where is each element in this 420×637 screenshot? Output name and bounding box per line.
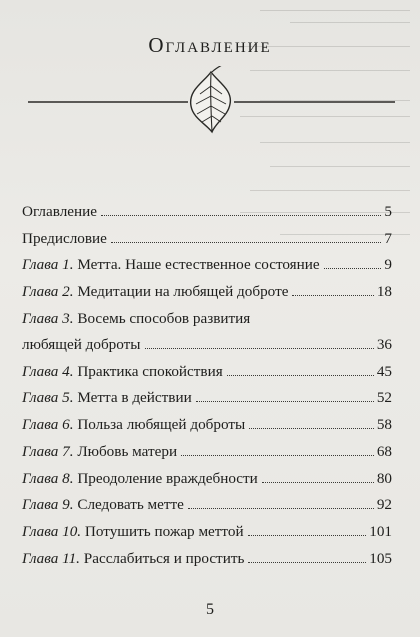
toc-entry-title: Восемь способов развития — [77, 309, 251, 327]
dot-leader — [227, 375, 374, 376]
dot-leader — [145, 348, 374, 349]
toc-entry-page: 18 — [376, 283, 392, 301]
toc-entry-chapter: Глава 3. — [22, 309, 74, 327]
dot-leader — [249, 428, 374, 429]
toc-entry-chapter: Глава 10. — [22, 522, 82, 540]
dot-leader — [262, 482, 374, 483]
toc-entry[interactable] — [22, 229, 392, 256]
dot-leader — [101, 215, 381, 216]
toc-entry-title: Потушить пожар меттой — [84, 522, 244, 540]
dot-leader — [248, 562, 366, 563]
toc-entry[interactable] — [22, 309, 392, 362]
toc-entry-title: Расслабиться и простить — [83, 549, 245, 567]
toc-entry[interactable] — [22, 362, 392, 389]
toc-entry-page: 58 — [376, 416, 392, 434]
dot-leader — [196, 401, 374, 402]
leaf-icon — [28, 66, 395, 136]
dot-leader — [292, 295, 373, 296]
toc-entry[interactable] — [22, 469, 392, 496]
toc-entry[interactable] — [22, 202, 392, 229]
toc-entry-page: 80 — [376, 469, 392, 487]
dot-leader — [248, 535, 367, 536]
page-number: 5 — [206, 601, 214, 618]
toc-entry[interactable] — [22, 522, 392, 549]
toc-entry-title: Польза любящей доброты — [77, 416, 246, 434]
dot-leader — [181, 455, 374, 456]
toc-entry-page: 68 — [376, 442, 392, 460]
toc-entry[interactable] — [22, 415, 392, 442]
toc-entry-page: 52 — [376, 389, 392, 407]
toc-entry-page: 105 — [369, 549, 392, 567]
toc-entry-chapter: Глава 9. — [22, 496, 74, 514]
dot-leader — [324, 268, 382, 269]
toc-entry-chapter: Глава 11. — [22, 549, 80, 567]
toc-entry-chapter: Глава 5. — [22, 389, 74, 407]
table-of-contents — [22, 202, 392, 575]
toc-entry-title: Практика спокойствия — [77, 362, 223, 380]
toc-entry-page: 101 — [369, 522, 392, 540]
toc-entry-page: 92 — [376, 496, 392, 514]
toc-entry-title: Метта. Наше естественное состояние — [77, 256, 320, 274]
toc-entry-chapter: Глава 8. — [22, 469, 74, 487]
toc-entry[interactable] — [22, 442, 392, 469]
toc-entry-chapter: Глава 6. — [22, 416, 74, 434]
toc-entry-page: 9 — [384, 256, 392, 274]
toc-entry[interactable] — [22, 282, 392, 309]
toc-entry-page: 5 — [384, 203, 392, 220]
toc-entry-title: Любовь матери — [77, 442, 178, 460]
toc-entry-chapter: Глава 4. — [22, 362, 74, 380]
toc-entry[interactable] — [22, 495, 392, 522]
toc-entry-chapter: Глава 1. — [22, 256, 74, 274]
toc-entry-title: Предисловие — [22, 229, 107, 247]
toc-entry[interactable] — [22, 549, 392, 576]
toc-entry-page: 45 — [376, 362, 392, 380]
toc-entry-chapter: Глава 7. — [22, 442, 74, 460]
toc-entry[interactable] — [22, 255, 392, 282]
dot-leader — [188, 508, 374, 509]
page-title: Оглавление — [148, 33, 272, 57]
toc-entry-title: Медитации на любящей доброте — [77, 283, 289, 301]
toc-entry-title: Следовать метте — [77, 496, 184, 514]
toc-entry-page: 7 — [384, 229, 392, 247]
dot-leader — [111, 242, 381, 243]
toc-entry-page: 36 — [376, 335, 392, 353]
toc-entry-title: Метта в действии — [77, 389, 192, 407]
toc-entry-title: Оглавление — [22, 203, 98, 220]
toc-entry[interactable] — [22, 388, 392, 415]
toc-entry-chapter: Глава 2. — [22, 283, 74, 301]
toc-entry-title-continued: любящей доброты — [22, 335, 141, 353]
toc-entry-title: Преодоление враждебности — [77, 469, 258, 487]
